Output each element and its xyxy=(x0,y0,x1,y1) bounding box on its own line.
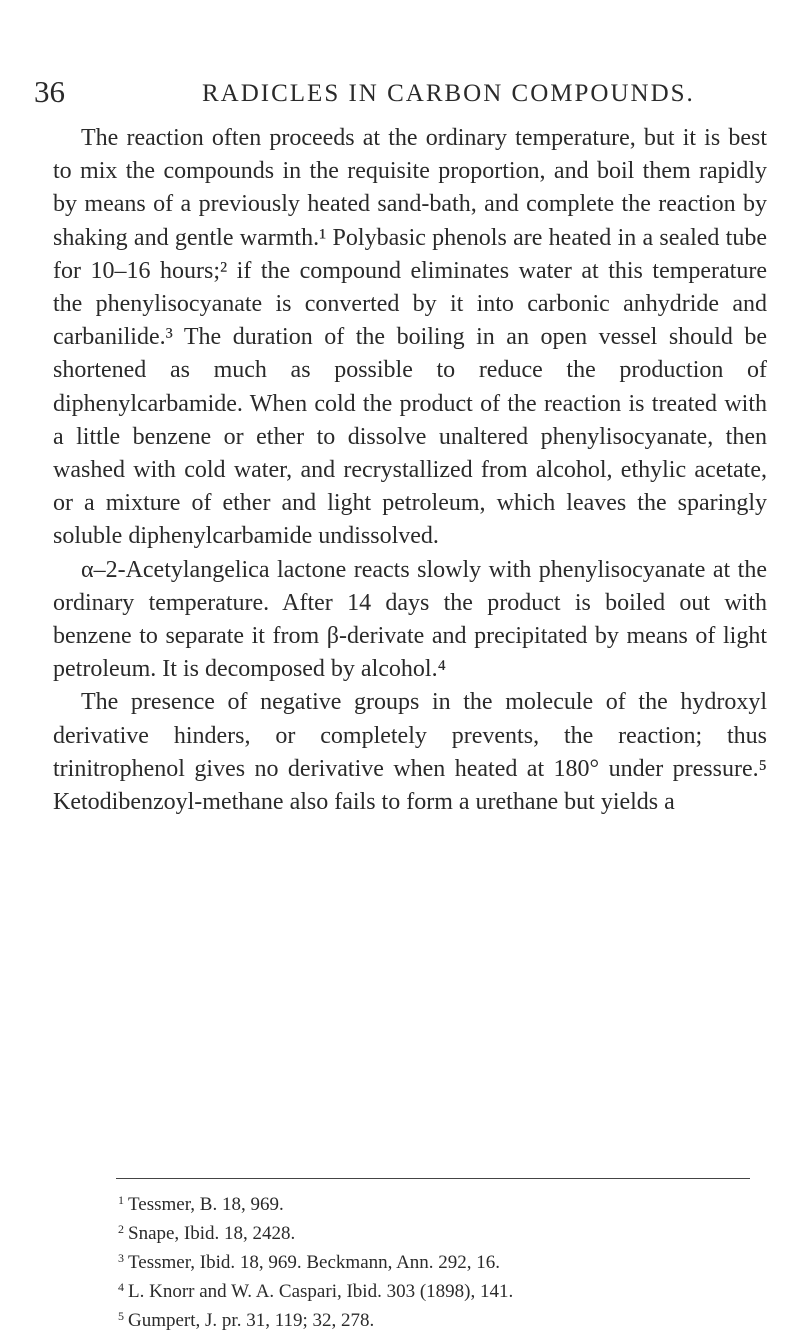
footnotes xyxy=(118,1188,758,1333)
footnote-4 xyxy=(118,1275,758,1304)
footnote-3 xyxy=(118,1246,758,1275)
footnote-mark: 5 xyxy=(118,1309,124,1323)
footnote-text: Tessmer, B. 18, 969. xyxy=(128,1194,284,1215)
paragraph-1: The reaction often proceeds at the ordinary temperature, but it is best to mix the compounds in the requisite proportion, and boil them rapidly by means of a previously heated sand-bath, and complete the reaction by shaking and gentle warmth.¹ Polybasic phenols are heated in a sealed tube for 10–16 hours;² if the compound eliminates water at this temperature the phenylisocyanate is converted by it into carbonic anhydride and carbanilide.³ The duration of the boiling in an open vessel should be shortened as much as possible to reduce the production of diphenylcarbamide. When cold the product of the reaction is treated with a little benzene or ether to dissolve unaltered phenylisocyanate, then washed with cold water, and recrystallized from alcohol, ethylic acetate, or a mixture of ether and light petroleum, which leaves the sparingly soluble diphenylcarbamide undissolved. xyxy=(53,125,767,550)
footnote-mark: 4 xyxy=(118,1280,124,1294)
footnote-1 xyxy=(118,1188,758,1217)
running-title: RADICLES IN CARBON COMPOUNDS. xyxy=(202,80,695,107)
footnote-mark: 1 xyxy=(118,1193,124,1207)
page-number: 36 xyxy=(34,74,65,109)
body-text xyxy=(53,122,767,819)
footnote-5 xyxy=(118,1304,758,1333)
paragraph-3: The presence of negative groups in the molecule of the hydroxyl derivative hinders, or completely prevents, the reaction; thus trinitrophenol gives no derivative when heated at 180° under pressure.⁵ Ketodibenzoyl-methane also fails to form a urethane but yields a xyxy=(53,689,767,816)
footnote-text: Snape, Ibid. 18, 2428. xyxy=(128,1223,296,1244)
page-header xyxy=(34,74,734,114)
footnote-2 xyxy=(118,1217,758,1246)
footnote-text: Tessmer, Ibid. 18, 969. Beckmann, Ann. 292, 16. xyxy=(128,1252,501,1273)
paragraph-2: α–2-Acetylangelica lactone reacts slowly with phenylisocyanate at the ordinary temperature. After 14 days the product is boiled out with benzene to separate it from β-derivate and precipitated by means of light petroleum. It is decomposed by alcohol.⁴ xyxy=(53,556,767,683)
footnote-mark: 2 xyxy=(118,1222,124,1236)
footnote-text: Gumpert, J. pr. 31, 119; 32, 278. xyxy=(128,1310,375,1331)
footnote-divider xyxy=(116,1178,750,1179)
footnote-text: L. Knorr and W. A. Caspari, Ibid. 303 (1898), 141. xyxy=(128,1281,514,1302)
footnote-mark: 3 xyxy=(118,1251,124,1265)
